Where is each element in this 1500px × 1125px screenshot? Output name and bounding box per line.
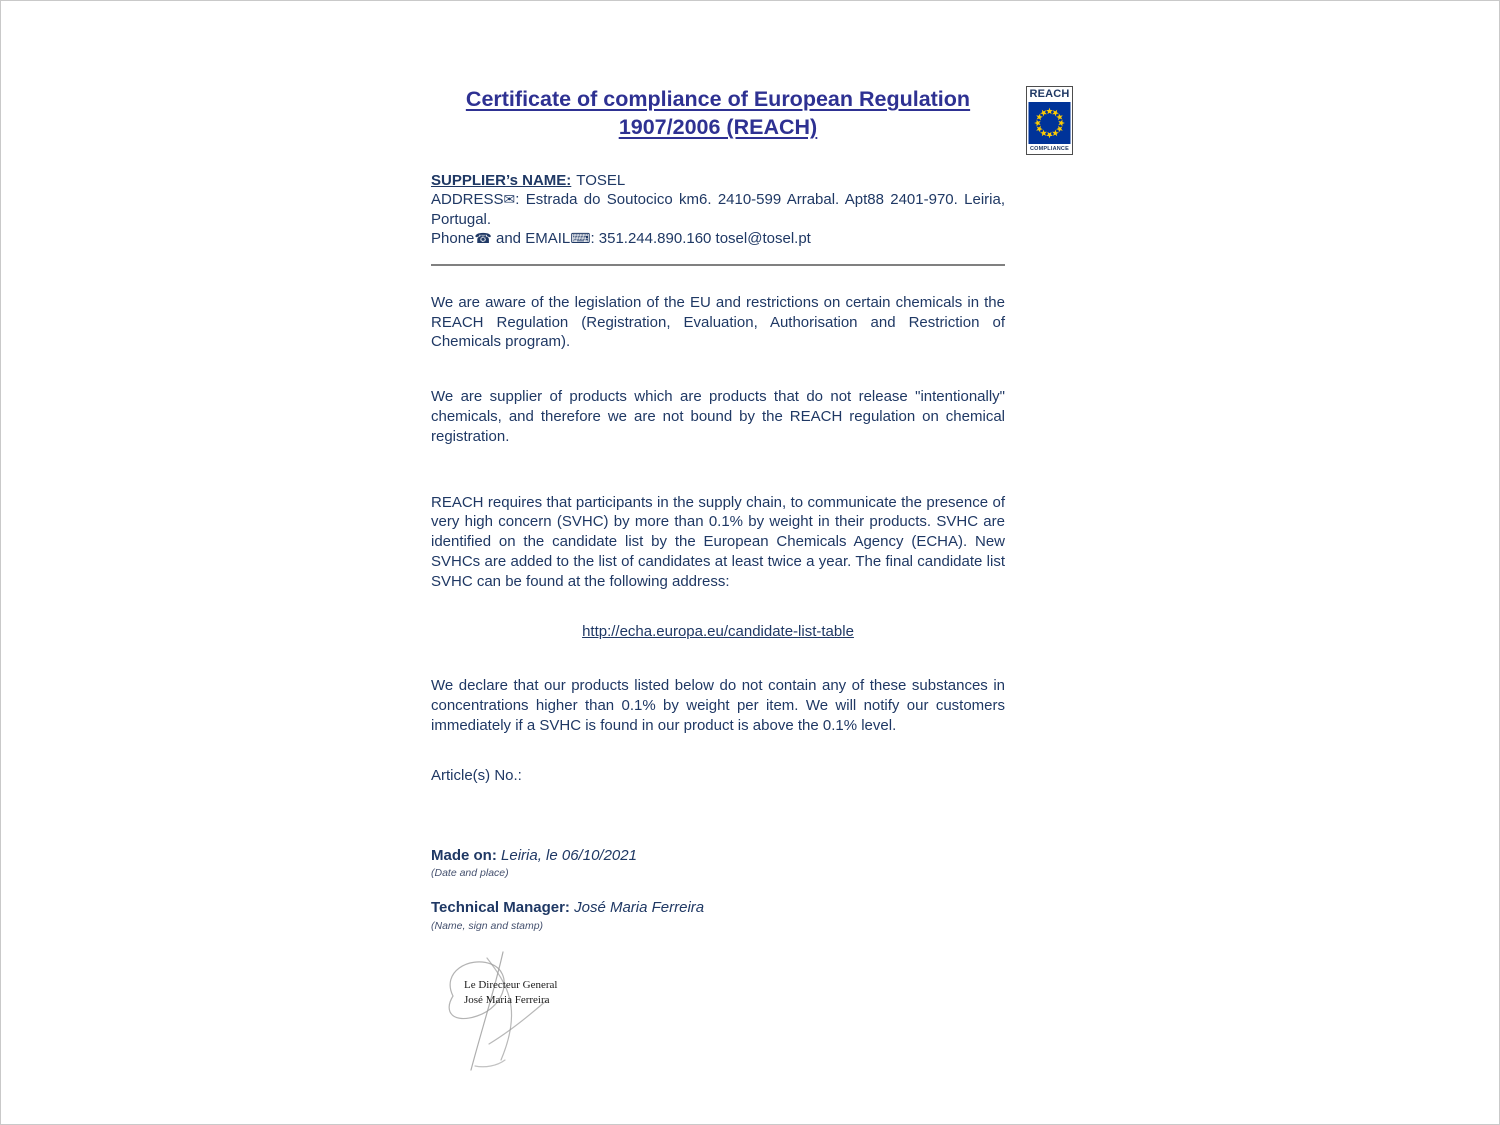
made-on-value: Leiria, le 06/10/2021 [496, 846, 637, 864]
phone-label: Phone [431, 230, 475, 248]
computer-icon: ⌨ [570, 231, 591, 248]
contact-value: : 351.244.890.160 tosel@tosel.pt [590, 230, 811, 248]
supplier-address-line [431, 190, 1005, 229]
logo-compliance-label: COMPLIANCE [1030, 146, 1069, 152]
paragraph-declare: We declare that our products listed below do not contain any of these substances in concentrations higher than 0.1% by weight per item. We will notify our customers immediately if a SVHC is found in our product is above the 0.1% level. [431, 677, 1005, 734]
articles-label: Article(s) No.: [431, 766, 522, 784]
signature-scribble-icon [431, 948, 611, 1078]
signature-block [431, 948, 651, 1078]
stamp-text [464, 978, 557, 1008]
made-on-label: Made on: [431, 846, 497, 864]
email-label: and EMAIL [491, 230, 571, 248]
title-line-1: Certificate of compliance of European Regulation [465, 87, 971, 111]
address-label: ADDRESS [431, 191, 504, 209]
candidate-list-link[interactable]: http://echa.europa.eu/candidate-list-table [582, 622, 854, 640]
link-row [431, 622, 1005, 642]
paragraph-reach-requires: REACH requires that participants in the supply chain, to communicate the presence of very high concern (SVHC) by more than 0.1% by weight in their products. SVHC are identified on the candidate list by the European Chemicals Agency (ECHA). New SVHCs are added to the list of candidates at least twice a year. The final candidate list SVHC can be found at the following address: [431, 493, 1005, 590]
made-on-line [431, 846, 1005, 866]
paragraph-aware: We are aware of the legislation of the EU and restrictions on certain chemicals in the REACH Regulation (Registration, Evaluation, Authorisation and Restriction of Chemicals program). [431, 293, 1005, 351]
supplier-name-label: SUPPLIER’s NAME: [431, 171, 572, 189]
supplier-name-line [431, 171, 1005, 191]
technical-manager-label: Technical Manager: [431, 899, 570, 917]
paragraph-supplier-of: We are supplier of products which are products that do not release "intentionally" chemicals, and therefore we are not bound by the REACH regulation on chemical registration. [431, 388, 1005, 445]
title-line-2: 1907/2006 (REACH) [618, 115, 818, 140]
technical-manager-line [431, 898, 1005, 918]
phone-icon: ☎ [474, 231, 492, 248]
document-content [431, 85, 1005, 1078]
technical-manager-note: (Name, sign and stamp) [431, 919, 544, 932]
made-on-note: (Date and place) [431, 867, 509, 880]
reach-compliance-logo [1026, 86, 1073, 155]
logo-reach-label: REACH [1029, 88, 1070, 100]
stamp-line-2: José Maria Ferreira [464, 993, 550, 1006]
supplier-contact-line [431, 229, 1005, 249]
stamp-line-1: Le Directeur General [464, 978, 558, 991]
page-title [431, 85, 1005, 142]
eu-stars-icon [1027, 102, 1072, 144]
technical-manager-value: José Maria Ferreira [569, 899, 705, 917]
address-value: : Estrada do Soutocico km6. 2410-599 Arrabal. Apt88 2401-970. Leiria, Portugal. [431, 191, 1005, 228]
envelope-icon: ✉ [503, 192, 516, 209]
supplier-name-value: TOSEL [576, 171, 626, 189]
divider [431, 264, 1005, 266]
